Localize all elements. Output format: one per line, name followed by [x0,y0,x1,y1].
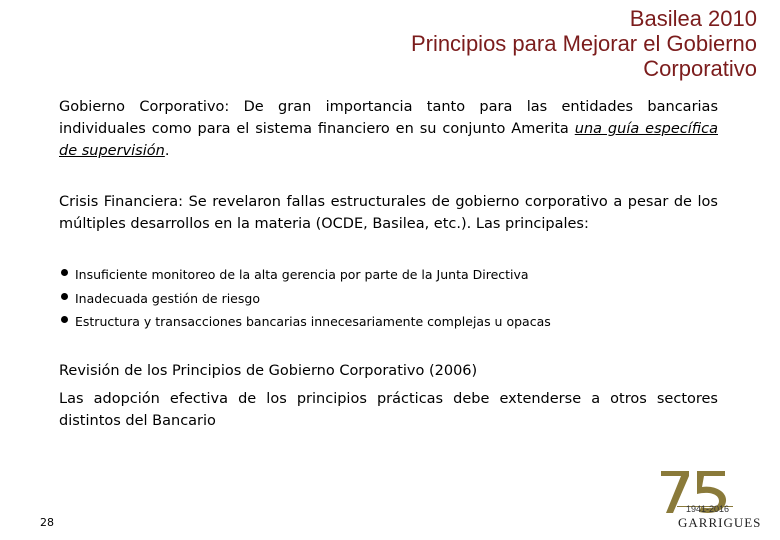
bullet-list [61,263,701,334]
paragraph-gobierno-corporativo [59,96,718,162]
adoption-text: de los principios prácticas debe extenderse a otros sectores distintos del Bancario [59,391,718,429]
revision-line: Revisión de los Principios de Gobierno Corporativo (2006) [59,363,478,379]
paragraph-text: Se revelaron fallas estructurales de gobierno corporativo a pesar de los múltiples desarrollos en la materia (OCDE, Basilea, etc.). Las principales: [59,194,718,232]
slide-title [197,6,757,81]
bullet-text: Inadecuada gestión de riesgo [75,290,260,306]
adoption-label: adopción efectiva [93,391,229,407]
bullet-item [61,263,701,287]
bullet-dot-icon [61,293,68,300]
adoption-lead: Las [59,391,94,407]
logo-name: GARRIGUES [678,515,762,530]
bullet-text: Insuficiente monitoreo de la alta gerencia por parte de la Junta Directiva [75,267,529,282]
emphasized-text: una guía específica de supervisión [59,121,718,159]
bullet-dot-icon [61,269,68,276]
paragraph-label: Crisis Financiera: [59,194,184,210]
logo-years: 1941-2016 [686,504,730,514]
bullet-item [61,287,701,311]
page-number: 28 [40,516,54,529]
title-line-1: Basilea 2010 [629,6,757,31]
paragraph-label: Gobierno Corporativo: [59,99,230,115]
bullet-dot-icon [61,316,68,323]
paragraph-crisis-financiera [59,191,718,235]
paragraph-revision [59,360,718,432]
bullet-item [61,310,701,334]
title-line-3: Corporativo [643,56,757,81]
title-line-2: Principios para Mejorar el Gobierno [410,31,757,56]
bullet-text: Estructura y transacciones bancarias innecesariamente complejas u opacas [75,314,551,329]
paragraph-tail: . [164,143,170,159]
adoption-paragraph [59,388,718,432]
paragraph-text: De gran importancia tanto para las entidades bancarias individuales como para el sistema financiero en su conjunto Amerita [59,99,718,137]
